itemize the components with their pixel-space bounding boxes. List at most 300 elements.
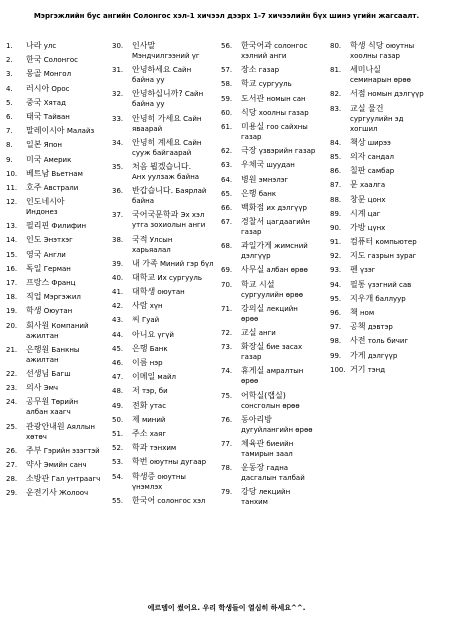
entry-text bbox=[132, 114, 201, 134]
entry-text bbox=[350, 89, 424, 99]
word-column-1 bbox=[6, 41, 116, 502]
entry-number: 92. bbox=[330, 252, 342, 261]
entry-text bbox=[132, 443, 176, 453]
word-entry bbox=[6, 197, 116, 217]
entry-number: 70. bbox=[221, 280, 233, 289]
entry-number: 61. bbox=[221, 122, 233, 131]
korean-word: 아니요 bbox=[132, 329, 156, 339]
word-entry bbox=[112, 358, 222, 368]
mongolian-translation: солонгос хэлний анги bbox=[241, 42, 308, 60]
korean-word: 내 가족 bbox=[132, 258, 158, 268]
korean-word: 국적 bbox=[132, 234, 148, 244]
entry-text bbox=[350, 41, 414, 61]
word-entry bbox=[112, 235, 222, 255]
entry-number: 50. bbox=[112, 415, 124, 424]
word-entry bbox=[330, 195, 450, 205]
korean-word: 지우개 bbox=[350, 293, 374, 303]
mongolian-translation: Баярлай байна bbox=[132, 187, 207, 206]
word-entry bbox=[6, 292, 116, 302]
korean-word: 약사 bbox=[26, 459, 42, 469]
mongolian-translation: лекцийн өрөө bbox=[241, 304, 298, 323]
entry-text bbox=[350, 180, 385, 190]
word-entry bbox=[6, 84, 116, 94]
entry-text bbox=[241, 391, 300, 411]
korean-word: 필통 bbox=[350, 279, 366, 289]
entry-number: 1. bbox=[6, 42, 13, 50]
entry-number: 97. bbox=[330, 323, 342, 332]
entry-number: 20. bbox=[6, 321, 18, 330]
entry-number: 3. bbox=[6, 70, 13, 79]
korean-word: 저 bbox=[132, 386, 140, 396]
word-entry bbox=[112, 162, 222, 182]
word-entry bbox=[221, 79, 331, 89]
korean-word: 소방관 bbox=[26, 474, 50, 484]
korean-word: 식당 bbox=[241, 107, 257, 117]
entry-number: 9. bbox=[6, 155, 13, 164]
korean-word: 몽골 bbox=[26, 69, 42, 79]
entry-number: 39. bbox=[112, 259, 124, 268]
mongolian-translation: сандал bbox=[367, 152, 395, 161]
korean-word: 인도 bbox=[26, 235, 42, 245]
korean-word: 지도 bbox=[350, 251, 366, 261]
entry-number: 98. bbox=[330, 337, 342, 346]
word-entry bbox=[112, 138, 222, 158]
word-entry bbox=[6, 460, 116, 470]
word-column-2 bbox=[112, 41, 222, 510]
korean-word: 처음 뵙겠습니다. bbox=[132, 161, 192, 171]
korean-word: 나라 bbox=[26, 41, 42, 50]
korean-word: 가방 bbox=[350, 222, 366, 232]
entry-text bbox=[26, 155, 71, 165]
word-entry bbox=[6, 488, 116, 498]
korean-word: 문 bbox=[350, 180, 358, 190]
word-entry bbox=[221, 41, 331, 61]
mongolian-translation: үзэгний сав bbox=[367, 280, 412, 289]
korean-word: 강의실 bbox=[241, 303, 265, 313]
mongolian-translation: оюутан bbox=[157, 288, 185, 297]
entry-text bbox=[132, 372, 176, 382]
korean-word: 운동장 bbox=[241, 463, 265, 473]
korean-word: 교실 bbox=[241, 328, 257, 337]
korean-word: 베트남 bbox=[26, 168, 50, 178]
entry-text bbox=[132, 186, 206, 206]
mongolian-translation: амралтын өрөө bbox=[241, 367, 304, 386]
word-entry bbox=[221, 217, 331, 237]
entry-number: 77. bbox=[221, 439, 233, 448]
entry-number: 93. bbox=[330, 266, 342, 275]
entry-text bbox=[132, 472, 186, 492]
korean-word: 우체국 bbox=[241, 160, 265, 170]
korean-word: 의자 bbox=[350, 151, 366, 161]
entry-number: 38. bbox=[112, 235, 124, 244]
entry-number: 45. bbox=[112, 344, 124, 353]
entry-number: 89. bbox=[330, 209, 342, 218]
word-entry bbox=[330, 180, 450, 190]
entry-number: 73. bbox=[221, 343, 233, 352]
mongolian-translation: үзэг bbox=[359, 266, 376, 275]
word-entry bbox=[6, 250, 116, 260]
entry-text bbox=[241, 146, 315, 156]
korean-word: 인사말 bbox=[132, 41, 156, 50]
korean-word: 안녕히 가세요 bbox=[132, 113, 181, 123]
word-entry bbox=[330, 65, 450, 85]
entry-number: 33. bbox=[112, 114, 124, 123]
entry-text bbox=[26, 422, 95, 442]
word-entry bbox=[112, 273, 222, 283]
korean-word: 영국 bbox=[26, 249, 42, 259]
entry-number: 12. bbox=[6, 198, 18, 207]
mongolian-translation: Солонгос bbox=[43, 56, 79, 65]
entry-text bbox=[26, 264, 71, 274]
entry-number: 31. bbox=[112, 66, 124, 75]
entry-number: 22. bbox=[6, 369, 18, 378]
entry-number: 91. bbox=[330, 238, 342, 247]
entry-number: 27. bbox=[6, 460, 18, 469]
entry-text bbox=[26, 221, 86, 231]
entry-text bbox=[26, 197, 65, 217]
mongolian-translation: Эх хэл утга зохиолын анги bbox=[132, 211, 206, 230]
korean-word: 극장 bbox=[241, 146, 257, 156]
word-entry bbox=[330, 280, 450, 290]
entry-number: 13. bbox=[6, 222, 18, 231]
mongolian-translation: Филифин bbox=[51, 222, 87, 231]
word-entry bbox=[330, 41, 450, 61]
word-entry bbox=[6, 169, 116, 179]
korean-word: 의사 bbox=[26, 383, 42, 393]
korean-word: 화장실 bbox=[241, 342, 265, 352]
mongolian-translation: компьютер bbox=[375, 238, 417, 247]
mongolian-translation: сургуулийн өрөө bbox=[241, 290, 304, 299]
entry-text bbox=[132, 287, 185, 297]
word-entry bbox=[112, 330, 222, 340]
mongolian-translation: үгүй bbox=[157, 330, 174, 339]
mongolian-translation: Их сургууль bbox=[157, 273, 203, 282]
entry-text bbox=[241, 79, 292, 89]
korean-word: 공책 bbox=[350, 322, 366, 332]
korean-word: 대학교 bbox=[132, 272, 156, 282]
word-entry bbox=[330, 308, 450, 318]
korean-word: 안녕하십니까? bbox=[132, 89, 183, 99]
korean-word: 중국 bbox=[26, 97, 42, 107]
mongolian-translation: нэр bbox=[149, 359, 163, 367]
entry-number: 80. bbox=[330, 42, 342, 50]
korean-word: 도서관 bbox=[241, 93, 265, 103]
korean-word: 사무실 bbox=[241, 265, 265, 275]
word-entry bbox=[112, 372, 222, 382]
mongolian-translation: дэлгүүр bbox=[367, 351, 398, 360]
mongolian-translation: Индонез bbox=[26, 208, 58, 217]
korean-word: 과일가게 bbox=[241, 241, 272, 251]
entry-text bbox=[26, 383, 58, 393]
entry-text bbox=[241, 217, 310, 237]
mongolian-translation: майл bbox=[157, 373, 177, 382]
entry-number: 14. bbox=[6, 236, 18, 245]
word-entry bbox=[6, 41, 116, 51]
mongolian-translation: Оюутан bbox=[43, 307, 73, 316]
entry-text bbox=[26, 98, 66, 108]
mongolian-translation: семинарын өрөө bbox=[350, 76, 411, 85]
entry-text bbox=[241, 160, 295, 170]
entry-text bbox=[350, 65, 411, 85]
korean-word: 한국 bbox=[26, 55, 42, 65]
entry-text bbox=[241, 203, 307, 213]
word-entry bbox=[221, 415, 331, 435]
mongolian-translation: гадна дасгалын талбай bbox=[241, 464, 305, 483]
entry-number: 99. bbox=[330, 351, 342, 360]
entry-text bbox=[241, 280, 303, 300]
entry-text bbox=[241, 108, 309, 118]
word-entry bbox=[112, 344, 222, 354]
mongolian-translation: Сайн байна уу bbox=[132, 66, 192, 85]
entry-text bbox=[241, 415, 313, 435]
entry-text bbox=[350, 104, 403, 134]
word-entry bbox=[112, 496, 222, 506]
mongolian-translation: оюутны хоолны газар bbox=[350, 42, 415, 60]
mongolian-translation: Мэргэжил bbox=[43, 293, 81, 302]
entry-text bbox=[350, 237, 417, 247]
korean-word: 체육관 bbox=[241, 438, 265, 448]
entry-text bbox=[26, 397, 78, 417]
entry-number: 5. bbox=[6, 98, 13, 107]
word-entry bbox=[6, 446, 116, 456]
entry-text bbox=[241, 41, 307, 61]
word-entry bbox=[330, 152, 450, 162]
entry-number: 85. bbox=[330, 152, 342, 161]
entry-text bbox=[241, 304, 298, 324]
mongolian-translation: Монгол bbox=[43, 70, 72, 79]
entry-text bbox=[241, 342, 302, 362]
entry-text bbox=[132, 162, 199, 182]
word-entry bbox=[221, 391, 331, 411]
word-entry bbox=[221, 265, 331, 275]
korean-word: 이름 bbox=[132, 358, 148, 367]
korean-word: 한국어과 bbox=[241, 41, 272, 50]
entry-text bbox=[241, 175, 288, 185]
word-entry bbox=[330, 336, 450, 346]
korean-word: 펜 bbox=[350, 265, 358, 275]
korean-word: 독일 bbox=[26, 263, 42, 273]
word-entry bbox=[112, 41, 222, 61]
entry-text bbox=[132, 496, 205, 506]
mongolian-translation: анги bbox=[258, 329, 276, 337]
korean-word: 한국어 bbox=[132, 495, 156, 505]
korean-word: 학번 bbox=[132, 457, 148, 467]
entry-number: 6. bbox=[6, 112, 13, 121]
mongolian-translation: Хятад bbox=[43, 98, 66, 107]
korean-word: 안녕히 계세요 bbox=[132, 137, 181, 147]
word-entry bbox=[6, 235, 116, 245]
mongolian-translation: Миний гэр бүл bbox=[159, 259, 214, 268]
entry-text bbox=[26, 84, 70, 94]
entry-number: 71. bbox=[221, 304, 233, 313]
mongolian-translation: цаг bbox=[367, 209, 381, 218]
word-entry bbox=[330, 223, 450, 233]
entry-text bbox=[26, 488, 88, 498]
mongolian-translation: ширээ bbox=[367, 138, 391, 147]
korean-word: 동아리방 bbox=[241, 414, 272, 424]
korean-word: 씨 bbox=[132, 315, 140, 325]
entry-text bbox=[350, 280, 411, 290]
entry-text bbox=[132, 330, 174, 340]
mongolian-translation: албан өрөө bbox=[266, 266, 308, 275]
mongolian-translation: тэр, би bbox=[141, 387, 168, 396]
word-entry bbox=[6, 69, 116, 79]
entry-text bbox=[241, 439, 293, 459]
entry-text bbox=[350, 365, 385, 375]
word-entry bbox=[6, 221, 116, 231]
word-entry bbox=[6, 112, 116, 122]
word-entry bbox=[6, 183, 116, 193]
korean-word: 국어국문학과 bbox=[132, 210, 179, 220]
korean-word: 반갑습니다. bbox=[132, 186, 174, 196]
mongolian-translation: цонх bbox=[367, 195, 386, 204]
mongolian-translation: хаалга bbox=[359, 181, 386, 190]
word-entry bbox=[112, 210, 222, 230]
word-entry bbox=[112, 114, 222, 134]
korean-word: 제 bbox=[132, 414, 140, 424]
entry-number: 94. bbox=[330, 280, 342, 289]
korean-word: 미용실 bbox=[241, 121, 265, 131]
korean-word: 일본 bbox=[26, 140, 42, 150]
word-entry bbox=[330, 104, 450, 134]
korean-word: 안녕하세요 bbox=[132, 65, 171, 75]
entry-text bbox=[26, 306, 72, 316]
mongolian-translation: Америк bbox=[43, 155, 72, 164]
entry-number: 11. bbox=[6, 183, 18, 192]
entry-number: 72. bbox=[221, 329, 233, 337]
mongolian-translation: сонсголын өрөө bbox=[241, 401, 300, 410]
entry-text bbox=[132, 358, 163, 368]
entry-number: 53. bbox=[112, 458, 124, 467]
entry-text bbox=[241, 122, 308, 142]
word-entry bbox=[6, 55, 116, 65]
word-entry bbox=[112, 443, 222, 453]
entry-number: 64. bbox=[221, 175, 233, 184]
entry-number: 15. bbox=[6, 250, 18, 259]
word-entry bbox=[221, 160, 331, 170]
mongolian-translation: оюутны үнэмлэх bbox=[132, 472, 186, 491]
korean-word: 선생님 bbox=[26, 368, 50, 378]
mongolian-translation: цүнх bbox=[367, 223, 386, 232]
entry-text bbox=[132, 138, 201, 158]
korean-word: 서점 bbox=[350, 89, 366, 99]
word-entry bbox=[112, 315, 222, 325]
korean-word: 호주 bbox=[26, 182, 42, 192]
mongolian-translation: их дэлгүүр bbox=[266, 203, 307, 212]
mongolian-translation: номын сан bbox=[266, 94, 306, 103]
word-entry bbox=[112, 65, 222, 85]
mongolian-translation: Гал унтраагч bbox=[51, 475, 101, 484]
mongolian-translation: ном bbox=[359, 309, 375, 317]
word-entry bbox=[112, 472, 222, 492]
word-entry bbox=[6, 278, 116, 288]
mongolian-translation: толь бичиг bbox=[367, 337, 409, 346]
word-entry bbox=[6, 306, 116, 316]
entry-text bbox=[350, 265, 375, 275]
entry-text bbox=[132, 457, 206, 467]
entry-number: 95. bbox=[330, 294, 342, 303]
korean-word: 은행 bbox=[132, 343, 148, 353]
korean-word: 태국 bbox=[26, 111, 42, 121]
mongolian-translation: эмнэлэг bbox=[258, 175, 289, 184]
entry-text bbox=[26, 278, 76, 288]
korean-word: 회사원 bbox=[26, 320, 50, 330]
word-entry bbox=[221, 108, 331, 118]
word-entry bbox=[6, 140, 116, 150]
word-column-3 bbox=[221, 41, 331, 512]
word-entry bbox=[221, 366, 331, 386]
word-entry bbox=[112, 287, 222, 297]
word-entry bbox=[330, 351, 450, 361]
entry-number: 4. bbox=[6, 84, 13, 93]
word-entry bbox=[221, 342, 331, 362]
korean-word: 주소 bbox=[132, 428, 148, 438]
entry-number: 66. bbox=[221, 203, 233, 212]
page-title: Мэргэжлийн бус ангийн Солонгос хэл-1 хичээл дээрх 1-7 хичээлийн бүх шинэ үгийн жагсаалт. bbox=[33, 12, 420, 20]
entry-number: 7. bbox=[6, 127, 13, 136]
mongolian-translation: дугуйлангийн өрөө bbox=[241, 425, 313, 434]
word-entry bbox=[330, 365, 450, 375]
entry-number: 37. bbox=[112, 211, 124, 220]
mongolian-translation: дэвтэр bbox=[367, 323, 393, 332]
entry-text bbox=[132, 315, 159, 325]
mongolian-translation: үзвэрийн газар bbox=[258, 147, 316, 156]
entry-number: 87. bbox=[330, 181, 342, 190]
entry-number: 17. bbox=[6, 279, 18, 287]
entry-number: 28. bbox=[6, 475, 18, 484]
entry-number: 29. bbox=[6, 489, 18, 498]
entry-number: 44. bbox=[112, 330, 124, 339]
entry-number: 90. bbox=[330, 223, 342, 232]
korean-word: 미국 bbox=[26, 154, 42, 164]
entry-number: 83. bbox=[330, 104, 342, 113]
mongolian-translation: банк bbox=[258, 189, 277, 198]
word-entry bbox=[112, 386, 222, 396]
word-entry bbox=[330, 237, 450, 247]
word-entry bbox=[112, 457, 222, 467]
korean-word: 공무원 bbox=[26, 397, 50, 407]
entry-number: 86. bbox=[330, 167, 342, 176]
word-entry bbox=[221, 65, 331, 75]
entry-number: 58. bbox=[221, 80, 233, 89]
word-entry bbox=[6, 98, 116, 108]
entry-text bbox=[241, 65, 279, 75]
word-entry bbox=[330, 265, 450, 275]
korean-word: 거기 bbox=[350, 364, 366, 374]
entry-text bbox=[241, 328, 276, 338]
entry-text bbox=[350, 152, 394, 162]
mongolian-translation: Улсын харьяалал bbox=[132, 235, 173, 254]
entry-text bbox=[132, 429, 166, 439]
mongolian-translation: цагдаагийн газар bbox=[241, 218, 310, 237]
mongolian-translation: хоолны газар bbox=[258, 108, 309, 117]
mongolian-translation: жимсний дэлгүүр bbox=[241, 242, 308, 261]
korean-word: 직업 bbox=[26, 292, 42, 302]
entry-text bbox=[350, 209, 380, 219]
entry-number: 79. bbox=[221, 488, 233, 497]
entry-number: 55. bbox=[112, 496, 124, 505]
word-column-4 bbox=[330, 41, 450, 379]
entry-number: 49. bbox=[112, 401, 124, 410]
entry-number: 36. bbox=[112, 187, 124, 196]
entry-number: 82. bbox=[330, 90, 342, 99]
word-entry bbox=[112, 89, 222, 109]
entry-text bbox=[241, 241, 308, 261]
word-entry bbox=[6, 474, 116, 484]
entry-text bbox=[26, 140, 62, 150]
word-entry bbox=[221, 439, 331, 459]
word-entry bbox=[221, 280, 331, 300]
